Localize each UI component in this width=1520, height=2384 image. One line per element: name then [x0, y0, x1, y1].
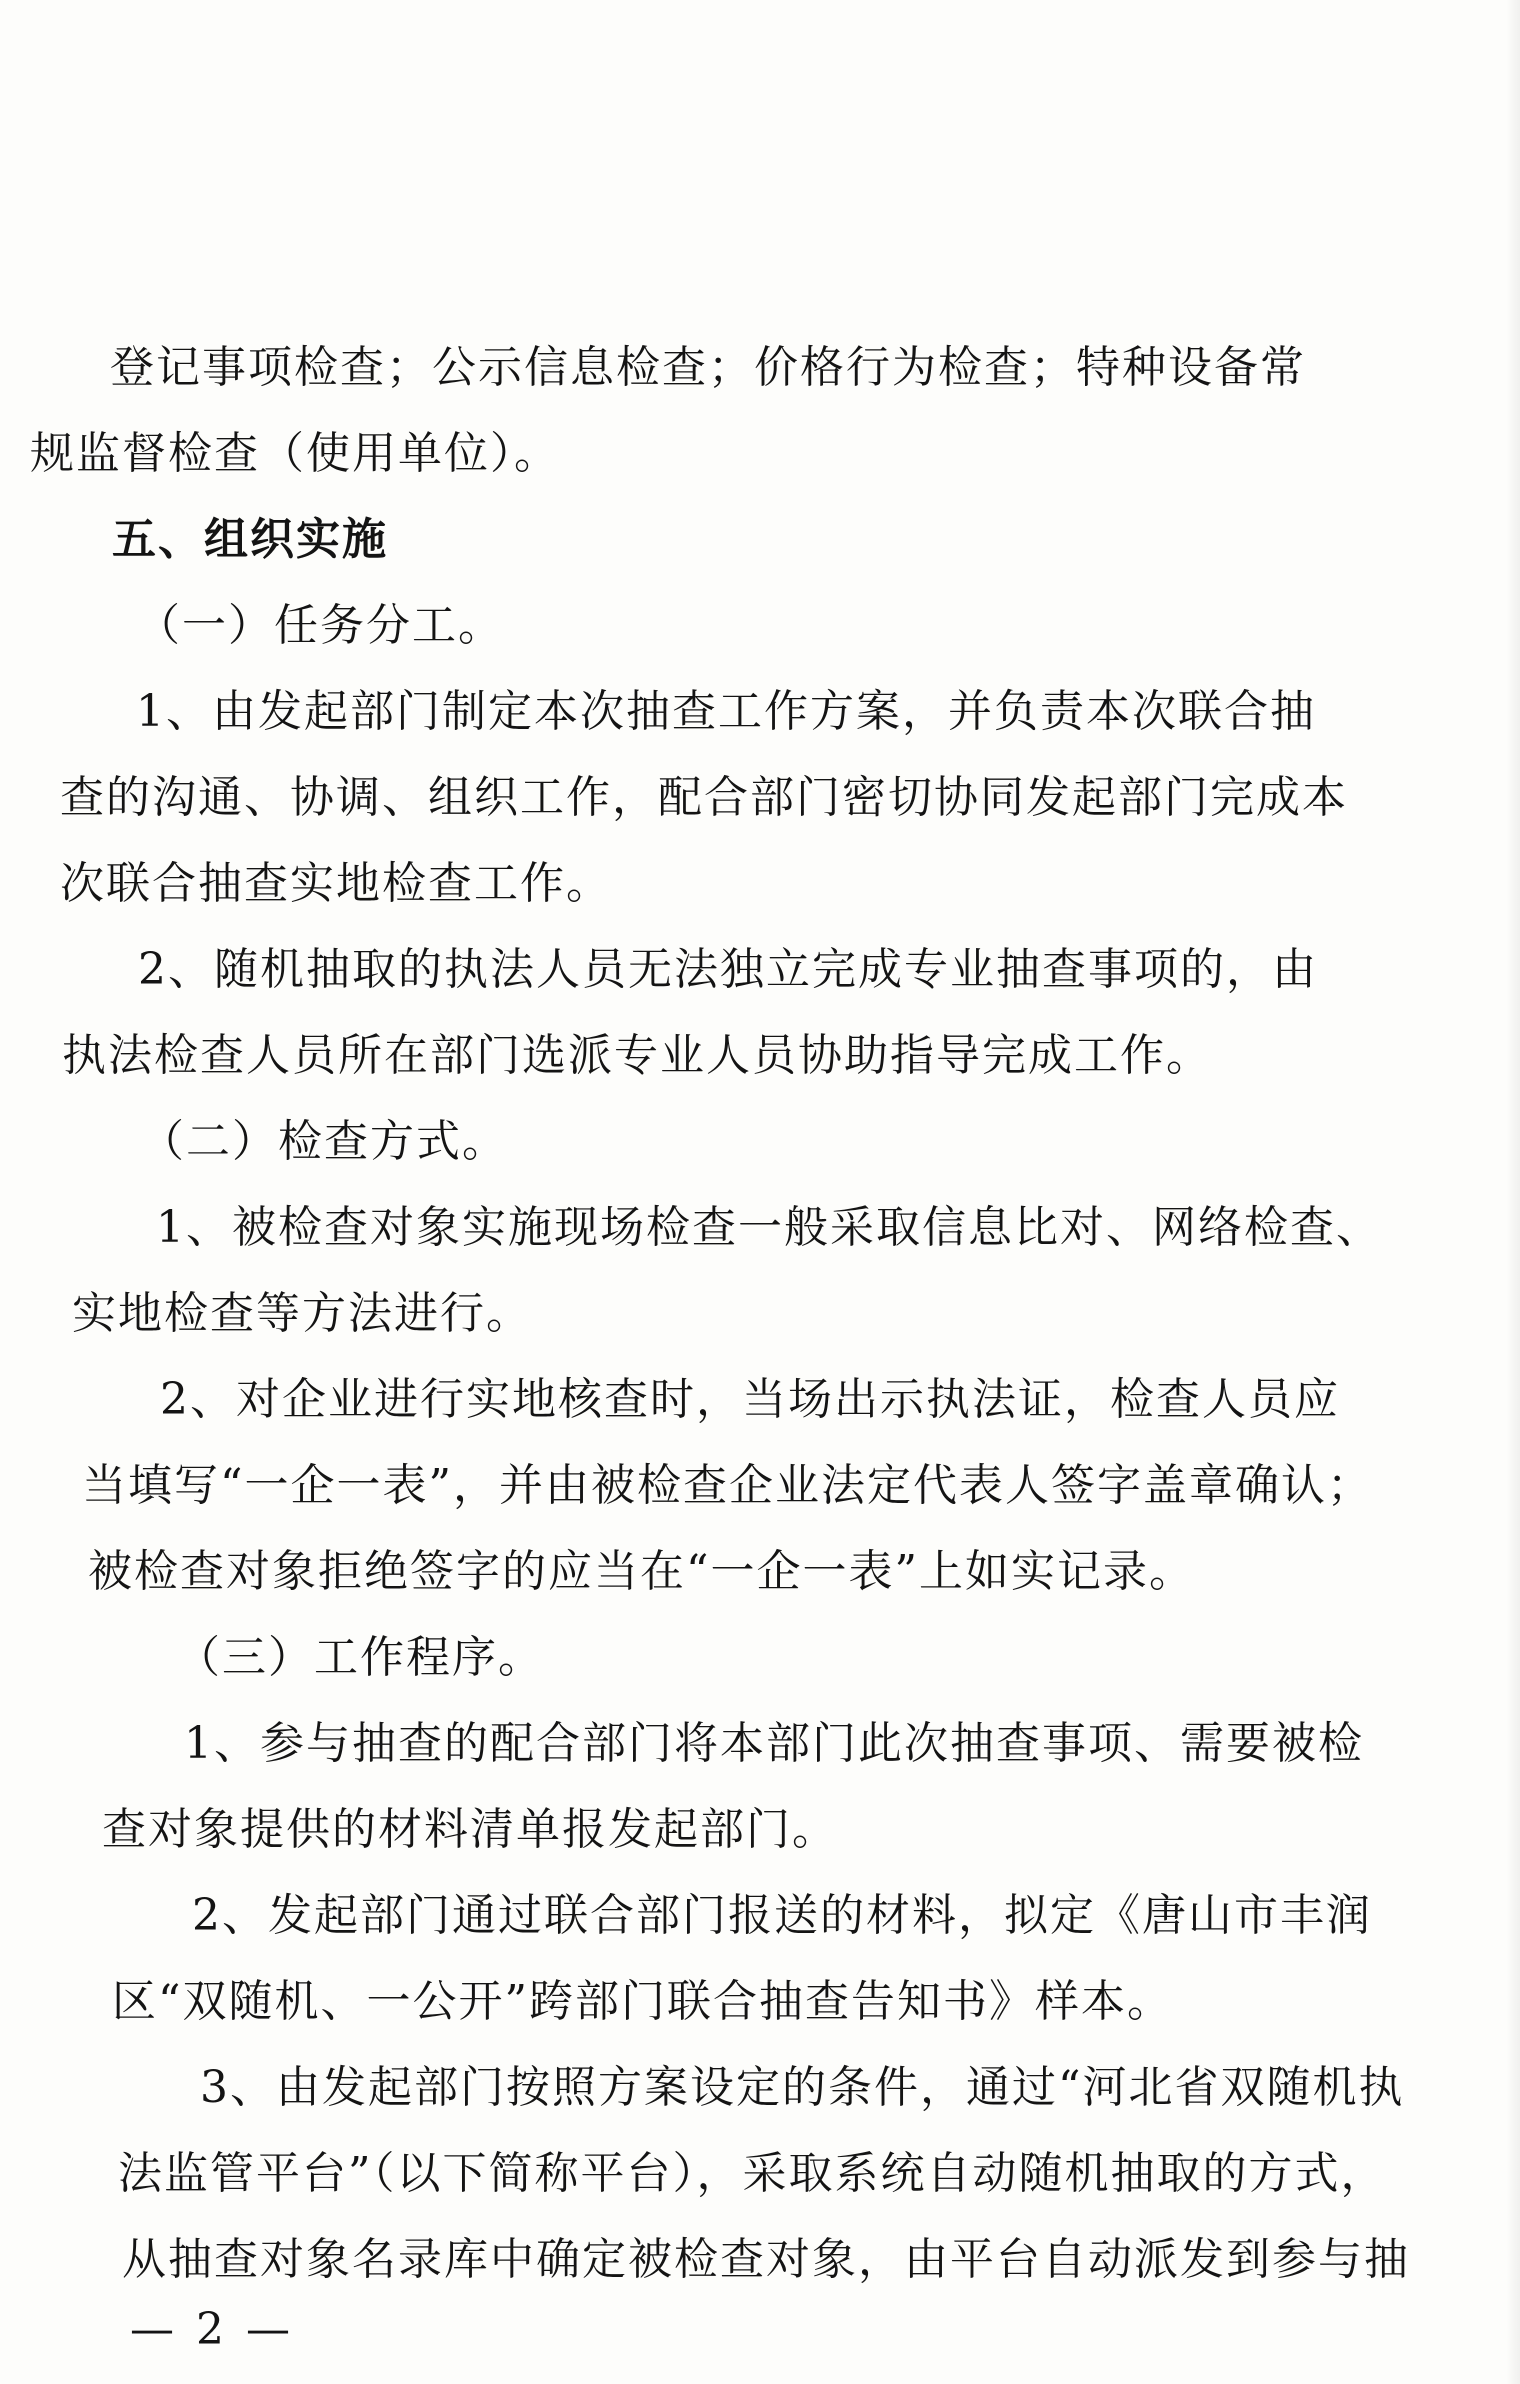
section-heading: 五、组织实施	[112, 514, 388, 565]
page-number: — 2 —	[130, 2304, 294, 2355]
body-line: 1、由发起部门制定本次抽查工作方案，并负责本次联合抽	[136, 686, 1316, 737]
subsection-heading: （二）检查方式。	[140, 1116, 508, 1167]
body-line: 区“双随机、一公开”跨部门联合抽查告知书》样本。	[112, 1976, 1173, 2027]
body-line: 当填写“一企一表”，并由被检查企业法定代表人签字盖章确认；	[82, 1460, 1373, 1511]
subsection-heading: （三）工作程序。	[176, 1632, 544, 1683]
body-line: 实地检查等方法进行。	[72, 1288, 532, 1339]
body-line: 登记事项检查；公示信息检查；价格行为检查；特种设备常	[110, 342, 1306, 393]
body-line: 1、被检查对象实施现场检查一般采取信息比对、网络检查、	[156, 1202, 1382, 1253]
body-line: 执法检查人员所在部门选派专业人员协助指导完成工作。	[62, 1030, 1212, 1081]
body-line: 从抽查对象名录库中确定被检查对象，由平台自动派发到参与抽	[122, 2234, 1410, 2285]
body-line: 查对象提供的材料清单报发起部门。	[102, 1804, 838, 1855]
body-line: 2、对企业进行实地核查时，当场出示执法证，检查人员应	[160, 1374, 1340, 1425]
body-line: 2、随机抽取的执法人员无法独立完成专业抽查事项的，由	[138, 944, 1318, 995]
body-line: 法监管平台”（以下简称平台），采取系统自动随机抽取的方式，	[118, 2148, 1387, 2199]
subsection-heading: （一）任务分工。	[136, 600, 504, 651]
body-line: 1、参与抽查的配合部门将本部门此次抽查事项、需要被检	[184, 1718, 1364, 1769]
body-line: 2、发起部门通过联合部门报送的材料，拟定《唐山市丰润	[192, 1890, 1372, 1941]
body-line: 查的沟通、协调、组织工作，配合部门密切协同发起部门完成本	[60, 772, 1348, 823]
body-line: 被检查对象拒绝签字的应当在“一企一表”上如实记录。	[88, 1546, 1195, 1597]
scan-edge-shadow	[1506, 0, 1520, 2384]
body-line: 次联合抽查实地检查工作。	[60, 858, 612, 909]
body-line: 规监督检查（使用单位）。	[30, 428, 560, 479]
body-line: 3、由发起部门按照方案设定的条件，通过“河北省双随机执	[200, 2062, 1405, 2113]
